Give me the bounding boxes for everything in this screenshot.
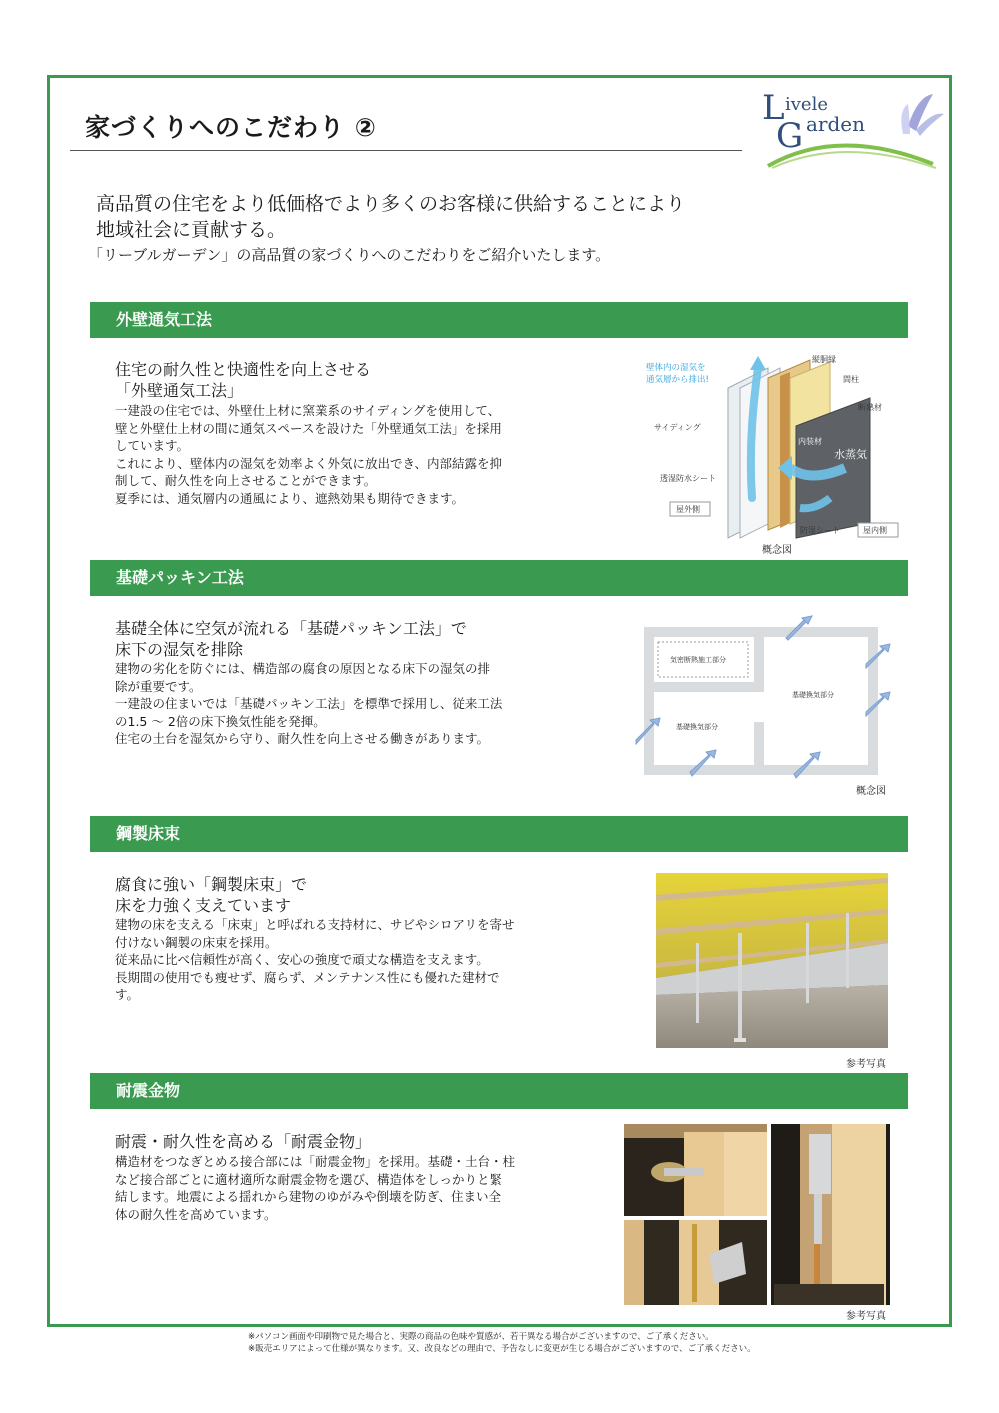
diagram-label: 内装材 <box>798 437 822 446</box>
footer-note: ※パソコン画面や印刷物で見た場合と、実際の商品の色味や質感が、若干異なる場合がございますので、ご了承ください。 <box>248 1332 714 1342</box>
section-heading-line: 「外壁通気工法」 <box>115 381 244 400</box>
body-line: す。 <box>115 987 140 1002</box>
section-body <box>115 1153 555 1223</box>
diagram-callout: 通気層から排出! <box>646 375 709 385</box>
diagram-label: 断熱材 <box>858 403 882 412</box>
foundation-ventilation-diagram <box>634 612 894 782</box>
body-line: の1.5 ～ 2倍の床下換気性能を発揮。 <box>115 713 326 729</box>
body-line: しています。 <box>115 438 190 453</box>
diagram-label: 屋外側 <box>676 505 700 514</box>
section-body <box>115 660 555 748</box>
diagram-label: 基礎換気部分 <box>792 691 834 699</box>
diagram-label: 透湿防水シート <box>660 474 716 483</box>
body-line: これにより、壁体内の湿気を効率よく外気に放出でき、内部結露を抑 <box>115 455 503 471</box>
footer-note: ※販売エリアによって仕様が異なります。又、改良などの理由で、予告なしに変更が生じる場合がございますので、ご了承ください。 <box>248 1344 756 1354</box>
body-line: 除が重要です。 <box>115 678 202 694</box>
section-heading-line: 床下の湿気を排除 <box>115 640 244 659</box>
figure-caption: 概念図 <box>762 545 792 556</box>
section-title-steel-floor-post: 鋼製床束 <box>90 816 908 852</box>
body-line: 建物の床を支える「床束」と呼ばれる支持材に、サビやシロアリを寄せ <box>115 917 515 932</box>
intro-line-3: 「リーブルガーデン」の高品質の家づくりへのこだわりをご紹介いたします。 <box>88 246 611 264</box>
title-divider <box>70 150 742 151</box>
body-line: 住宅の土台を湿気から守り、耐久性を向上させる働きがあります。 <box>115 731 490 746</box>
body-line: 従来品に比べ信頼性が高く、安心の強度で頑丈な構造を支えます。 <box>115 952 489 967</box>
body-line: 体の耐久性を高めています。 <box>115 1206 277 1222</box>
section-title-seismic-hardware: 耐震金物 <box>90 1073 908 1109</box>
diagram-label: 間柱 <box>843 375 859 384</box>
section-body <box>115 916 555 1004</box>
intro-line-2: 地域社会に貢献する。 <box>96 219 287 241</box>
diagram-label: 縦胴縁 <box>812 355 836 364</box>
logo-word-ivele: ivele <box>785 94 828 115</box>
logo-initial-l: L <box>762 88 785 128</box>
diagram-label: 基礎換気部分 <box>676 723 718 731</box>
section-heading-line: 腐食に強い「鋼製床束」で <box>115 875 308 894</box>
steel-floor-post-photo <box>656 873 888 1048</box>
seismic-hardware-photos <box>624 1124 890 1305</box>
body-line: 構造材をつなぎとめる接合部には「耐震金物」を採用。基礎・土台・柱 <box>115 1154 516 1169</box>
section-heading-line: 基礎全体に空気が流れる「基礎パッキン工法」で <box>115 619 467 638</box>
body-line: 一建設の住まいでは「基礎パッキン工法」を標準で採用し、従来工法 <box>115 696 503 711</box>
brand-logo <box>758 86 944 170</box>
section-body <box>115 402 555 507</box>
body-line: 壁と外壁仕上材の間に通気スペースを設けた「外壁通気工法」を採用 <box>115 420 502 436</box>
body-line: 結します。地震による揺れから建物のゆがみや倒壊を防ぎ、住まい全 <box>115 1189 502 1204</box>
section-heading-line: 床を力強く支えています <box>115 896 292 915</box>
body-line: 建物の劣化を防ぐには、構造部の腐食の原因となる床下の湿気の排 <box>115 661 491 676</box>
diagram-label: サイディング <box>654 423 701 432</box>
section-title-exterior-ventilation: 外壁通気工法 <box>90 302 908 338</box>
exterior-wall-ventilation-diagram <box>640 348 900 543</box>
page-title: 家づくりへのこだわり ② <box>85 113 377 142</box>
section-title-foundation-packing: 基礎パッキン工法 <box>90 560 908 596</box>
diagram-label: 屋内側 <box>863 526 887 535</box>
section-heading-line: 耐震・耐久性を高める「耐震金物」 <box>115 1132 372 1151</box>
logo-initial-g: G <box>776 116 804 156</box>
body-line: 一建設の住宅では、外壁仕上材に窯業系のサイディングを使用して、 <box>115 403 501 418</box>
figure-caption: 参考写真 <box>846 1059 886 1070</box>
figure-caption: 参考写真 <box>846 1311 886 1322</box>
diagram-label: 気密断熱施工部分 <box>670 656 726 664</box>
body-line: 長期間の使用でも痩せず、腐らず、メンテナンス性にも優れた建材で <box>115 969 500 985</box>
section-heading-line: 住宅の耐久性と快適性を向上させる <box>115 360 372 379</box>
body-line: 制して、耐久性を向上させることができます。 <box>115 473 377 488</box>
diagram-callout: 壁体内の湿気を <box>646 363 706 373</box>
logo-word-arden: arden <box>806 112 866 136</box>
figure-caption: 概念図 <box>856 786 886 797</box>
intro-line-1: 高品質の住宅をより低価格でより多くのお客様に供給することにより <box>96 193 686 215</box>
body-line: 付けない鋼製の床束を採用。 <box>115 934 278 950</box>
body-line: 夏季には、通気層内の通風により、遮熱効果も期待できます。 <box>115 490 465 506</box>
body-line: など接合部ごとに適材適所な耐震金物を選び、構造体をしっかりと緊 <box>115 1171 503 1187</box>
diagram-label: 防湿シート <box>800 526 840 535</box>
diagram-label: 水蒸気 <box>834 448 867 461</box>
